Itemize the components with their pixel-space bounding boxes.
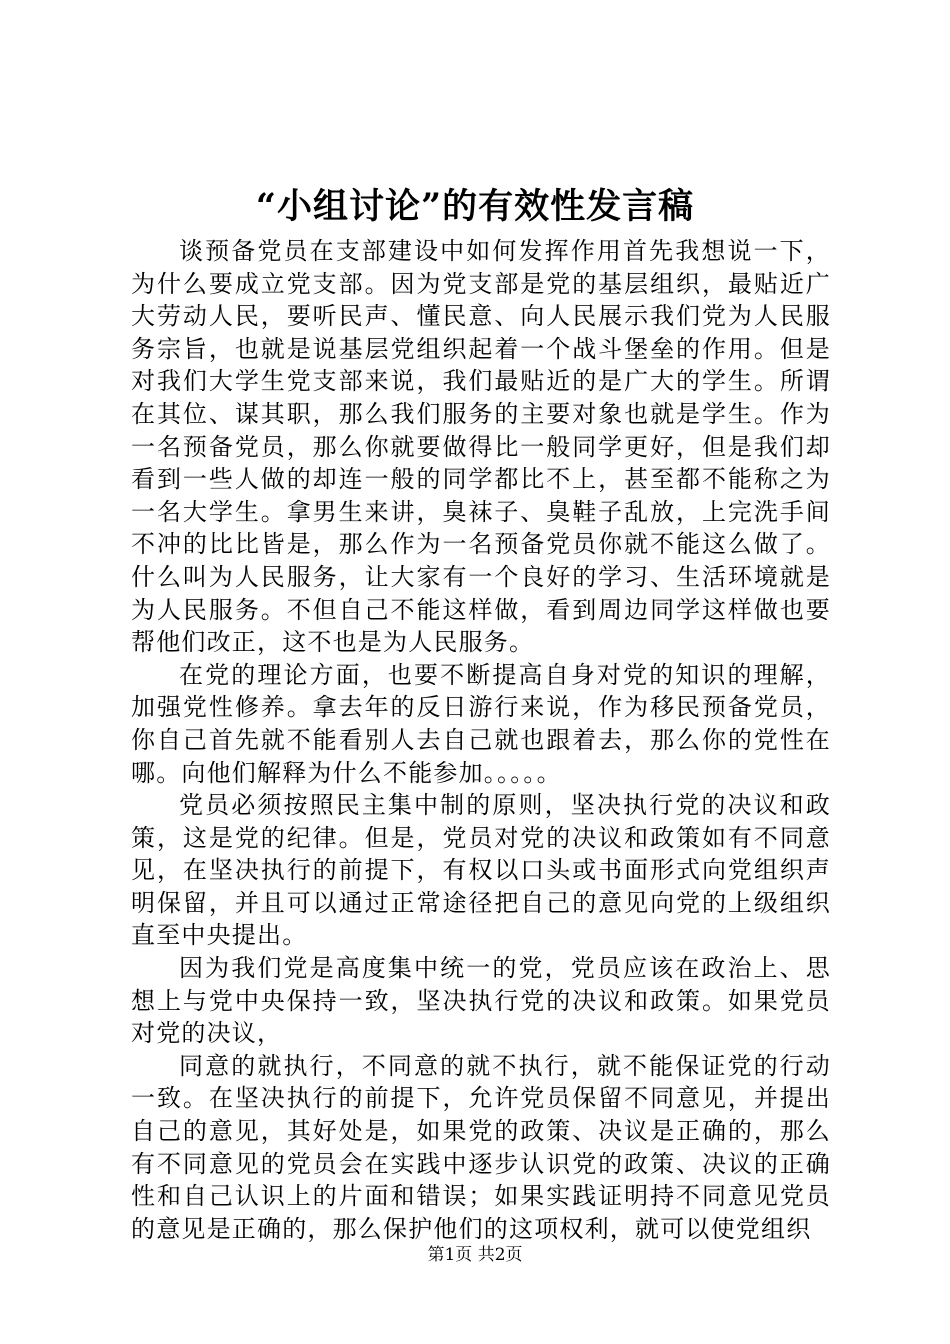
paragraph: 同意的就执行，不同意的就不执行，就不能保证党的行动一致。在坚决执行的前提下，允许党员保留不同意见，并提出自己的意见，其好处是，如果党的政策、决议是正确的，那么有不同意见的党员会在实践中逐步认识党的政策、决议的正确性和自己认识上的片面和错误；如果实践证明持不同意见党员的意见是正确的，那么保护他们的这项权利，就可以使党组织 [131,1051,831,1243]
document-body [131,235,831,1245]
paragraph: 在党的理论方面，也要不断提高自身对党的知识的理解，加强党性修养。拿去年的反日游行来说，作为移民预备党员，你自己首先就不能看别人去自己就也跟着去，那么你的党性在哪。向他们解释为什么不能参加。。。。。 [131,660,831,787]
document-title: “小组讨论”的有效性发言稿 [255,186,695,227]
paragraph: 谈预备党员在支部建设中如何发挥作用首先我想说一下，为什么要成立党支部。因为党支部是党的基层组织，最贴近广大劳动人民，要听民声、懂民意、向人民展示我们党为人民服务宗旨，也就是说基层党组织起着一个战斗堡垒的作用。但是对我们大学生党支部来说，我们最贴近的是广大的学生。所谓在其位、谋其职，那么我们服务的主要对象也就是学生。作为一名预备党员，那么你就要做得比一般同学更好，但是我们却看到一些人做的却连一般的同学都比不上，甚至都不能称之为一名大学生。拿男生来讲，臭袜子、臭鞋子乱放，上完洗手间不冲的比比皆是，那么作为一名预备党员你就不能这么做了。什么叫为人民服务，让大家有一个良好的学习、生活环境就是为人民服务。不但自己不能这样做，看到周边同学这样做也要帮他们改正，这不也是为人民服务。 [131,237,831,657]
page-number: 第1页 [427,1245,473,1265]
page-total: 共2页 [477,1245,523,1265]
page-footer [0,1243,950,1267]
paragraph: 因为我们党是高度集中统一的党，党员应该在政治上、思想上与党中央保持一致，坚决执行党的决议和政策。如果党员对党的决议， [131,954,831,1048]
paragraph: 党员必须按照民主集中制的原则，坚决执行党的决议和政策，这是党的纪律。但是，党员对党的决议和政策如有不同意见，在坚决执行的前提下，有权以口头或书面形式向党组织声明保留，并且可以通过正常途径把自己的意见向党的上级组织直至中央提出。 [131,791,831,950]
